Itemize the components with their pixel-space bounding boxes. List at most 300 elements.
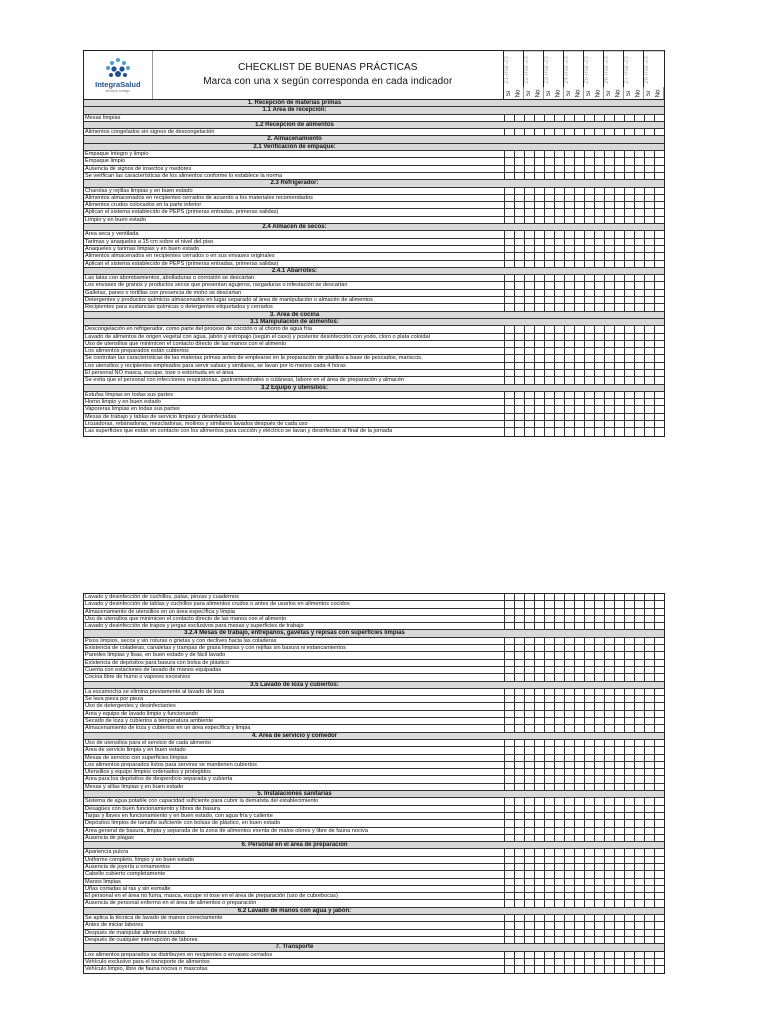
si-checkbox-cell[interactable] bbox=[564, 667, 574, 673]
no-checkbox-cell[interactable] bbox=[554, 959, 564, 965]
si-checkbox-cell[interactable] bbox=[524, 667, 534, 673]
no-checkbox-cell[interactable] bbox=[634, 428, 644, 435]
si-checkbox-cell[interactable] bbox=[564, 813, 574, 819]
no-checkbox-cell[interactable] bbox=[634, 937, 644, 943]
si-checkbox-cell[interactable] bbox=[504, 246, 514, 252]
si-checkbox-cell[interactable] bbox=[644, 893, 654, 899]
si-checkbox-cell[interactable] bbox=[604, 769, 614, 775]
no-checkbox-cell[interactable] bbox=[594, 290, 604, 296]
si-checkbox-cell[interactable] bbox=[504, 261, 514, 267]
no-checkbox-cell[interactable] bbox=[514, 776, 524, 782]
si-checkbox-cell[interactable] bbox=[604, 261, 614, 267]
no-checkbox-cell[interactable] bbox=[574, 428, 584, 435]
si-checkbox-cell[interactable] bbox=[604, 674, 614, 680]
si-checkbox-cell[interactable] bbox=[544, 231, 554, 237]
si-checkbox-cell[interactable] bbox=[584, 348, 594, 354]
no-checkbox-cell[interactable] bbox=[534, 784, 544, 790]
no-checkbox-cell[interactable] bbox=[594, 217, 604, 223]
no-checkbox-cell[interactable] bbox=[594, 652, 604, 658]
si-checkbox-cell[interactable] bbox=[644, 355, 654, 361]
no-checkbox-cell[interactable] bbox=[654, 835, 664, 841]
si-checkbox-cell[interactable] bbox=[644, 718, 654, 724]
si-checkbox-cell[interactable] bbox=[564, 718, 574, 724]
no-checkbox-cell[interactable] bbox=[514, 421, 524, 427]
si-checkbox-cell[interactable] bbox=[604, 857, 614, 863]
no-checkbox-cell[interactable] bbox=[594, 922, 604, 928]
si-checkbox-cell[interactable] bbox=[624, 421, 634, 427]
si-checkbox-cell[interactable] bbox=[584, 370, 594, 376]
no-checkbox-cell[interactable] bbox=[634, 645, 644, 651]
no-checkbox-cell[interactable] bbox=[554, 638, 564, 644]
si-checkbox-cell[interactable] bbox=[524, 652, 534, 658]
si-checkbox-cell[interactable] bbox=[564, 784, 574, 790]
si-checkbox-cell[interactable] bbox=[524, 609, 534, 615]
si-checkbox-cell[interactable] bbox=[564, 209, 574, 215]
no-checkbox-cell[interactable] bbox=[554, 652, 564, 658]
si-checkbox-cell[interactable] bbox=[524, 363, 534, 369]
si-checkbox-cell[interactable] bbox=[524, 755, 534, 761]
si-checkbox-cell[interactable] bbox=[644, 689, 654, 695]
no-checkbox-cell[interactable] bbox=[654, 711, 664, 717]
si-checkbox-cell[interactable] bbox=[584, 421, 594, 427]
si-checkbox-cell[interactable] bbox=[644, 399, 654, 405]
si-checkbox-cell[interactable] bbox=[624, 217, 634, 223]
si-checkbox-cell[interactable] bbox=[644, 115, 654, 121]
si-checkbox-cell[interactable] bbox=[604, 937, 614, 943]
si-checkbox-cell[interactable] bbox=[544, 370, 554, 376]
si-checkbox-cell[interactable] bbox=[584, 290, 594, 296]
si-checkbox-cell[interactable] bbox=[644, 784, 654, 790]
no-checkbox-cell[interactable] bbox=[594, 871, 604, 877]
no-checkbox-cell[interactable] bbox=[594, 377, 604, 383]
no-checkbox-cell[interactable] bbox=[654, 166, 664, 172]
si-checkbox-cell[interactable] bbox=[624, 601, 634, 607]
si-checkbox-cell[interactable] bbox=[624, 253, 634, 259]
si-checkbox-cell[interactable] bbox=[604, 740, 614, 746]
si-checkbox-cell[interactable] bbox=[544, 261, 554, 267]
no-checkbox-cell[interactable] bbox=[594, 158, 604, 164]
no-checkbox-cell[interactable] bbox=[654, 689, 664, 695]
si-checkbox-cell[interactable] bbox=[564, 129, 574, 135]
no-checkbox-cell[interactable] bbox=[554, 820, 564, 826]
no-checkbox-cell[interactable] bbox=[514, 363, 524, 369]
no-checkbox-cell[interactable] bbox=[614, 740, 624, 746]
no-checkbox-cell[interactable] bbox=[614, 414, 624, 420]
no-checkbox-cell[interactable] bbox=[614, 660, 624, 666]
si-checkbox-cell[interactable] bbox=[604, 623, 614, 629]
si-checkbox-cell[interactable] bbox=[584, 769, 594, 775]
no-checkbox-cell[interactable] bbox=[534, 290, 544, 296]
no-checkbox-cell[interactable] bbox=[574, 689, 584, 695]
si-checkbox-cell[interactable] bbox=[504, 363, 514, 369]
no-checkbox-cell[interactable] bbox=[574, 871, 584, 877]
si-checkbox-cell[interactable] bbox=[624, 399, 634, 405]
si-checkbox-cell[interactable] bbox=[544, 900, 554, 906]
no-checkbox-cell[interactable] bbox=[594, 689, 604, 695]
no-checkbox-cell[interactable] bbox=[614, 623, 624, 629]
no-checkbox-cell[interactable] bbox=[654, 820, 664, 826]
si-checkbox-cell[interactable] bbox=[644, 762, 654, 768]
si-checkbox-cell[interactable] bbox=[544, 290, 554, 296]
no-checkbox-cell[interactable] bbox=[534, 166, 544, 172]
si-checkbox-cell[interactable] bbox=[604, 813, 614, 819]
si-checkbox-cell[interactable] bbox=[584, 377, 594, 383]
no-checkbox-cell[interactable] bbox=[614, 609, 624, 615]
si-checkbox-cell[interactable] bbox=[644, 616, 654, 622]
si-checkbox-cell[interactable] bbox=[544, 864, 554, 870]
si-checkbox-cell[interactable] bbox=[524, 645, 534, 651]
si-checkbox-cell[interactable] bbox=[544, 711, 554, 717]
no-checkbox-cell[interactable] bbox=[654, 115, 664, 121]
no-checkbox-cell[interactable] bbox=[614, 246, 624, 252]
si-checkbox-cell[interactable] bbox=[564, 428, 574, 435]
no-checkbox-cell[interactable] bbox=[614, 922, 624, 928]
no-checkbox-cell[interactable] bbox=[554, 173, 564, 179]
no-checkbox-cell[interactable] bbox=[534, 601, 544, 607]
no-checkbox-cell[interactable] bbox=[634, 290, 644, 296]
no-checkbox-cell[interactable] bbox=[534, 930, 544, 936]
si-checkbox-cell[interactable] bbox=[504, 667, 514, 673]
si-checkbox-cell[interactable] bbox=[544, 813, 554, 819]
si-checkbox-cell[interactable] bbox=[504, 798, 514, 804]
si-checkbox-cell[interactable] bbox=[544, 922, 554, 928]
si-checkbox-cell[interactable] bbox=[624, 674, 634, 680]
si-checkbox-cell[interactable] bbox=[604, 784, 614, 790]
no-checkbox-cell[interactable] bbox=[554, 755, 564, 761]
si-checkbox-cell[interactable] bbox=[604, 798, 614, 804]
si-checkbox-cell[interactable] bbox=[644, 849, 654, 855]
si-checkbox-cell[interactable] bbox=[604, 879, 614, 885]
no-checkbox-cell[interactable] bbox=[574, 609, 584, 615]
si-checkbox-cell[interactable] bbox=[624, 893, 634, 899]
no-checkbox-cell[interactable] bbox=[534, 966, 544, 973]
si-checkbox-cell[interactable] bbox=[544, 129, 554, 135]
si-checkbox-cell[interactable] bbox=[524, 922, 534, 928]
si-checkbox-cell[interactable] bbox=[584, 275, 594, 281]
no-checkbox-cell[interactable] bbox=[594, 355, 604, 361]
si-checkbox-cell[interactable] bbox=[584, 879, 594, 885]
si-checkbox-cell[interactable] bbox=[604, 428, 614, 435]
si-checkbox-cell[interactable] bbox=[644, 915, 654, 921]
no-checkbox-cell[interactable] bbox=[654, 930, 664, 936]
si-checkbox-cell[interactable] bbox=[524, 828, 534, 834]
no-checkbox-cell[interactable] bbox=[634, 718, 644, 724]
si-checkbox-cell[interactable] bbox=[504, 769, 514, 775]
no-checkbox-cell[interactable] bbox=[574, 623, 584, 629]
si-checkbox-cell[interactable] bbox=[604, 370, 614, 376]
si-checkbox-cell[interactable] bbox=[604, 414, 614, 420]
no-checkbox-cell[interactable] bbox=[574, 776, 584, 782]
si-checkbox-cell[interactable] bbox=[564, 594, 574, 600]
si-checkbox-cell[interactable] bbox=[504, 806, 514, 812]
si-checkbox-cell[interactable] bbox=[524, 769, 534, 775]
si-checkbox-cell[interactable] bbox=[604, 660, 614, 666]
no-checkbox-cell[interactable] bbox=[654, 158, 664, 164]
no-checkbox-cell[interactable] bbox=[634, 129, 644, 135]
no-checkbox-cell[interactable] bbox=[574, 820, 584, 826]
si-checkbox-cell[interactable] bbox=[504, 638, 514, 644]
no-checkbox-cell[interactable] bbox=[574, 282, 584, 288]
no-checkbox-cell[interactable] bbox=[514, 304, 524, 310]
si-checkbox-cell[interactable] bbox=[544, 762, 554, 768]
si-checkbox-cell[interactable] bbox=[544, 326, 554, 332]
no-checkbox-cell[interactable] bbox=[574, 725, 584, 731]
si-checkbox-cell[interactable] bbox=[644, 806, 654, 812]
no-checkbox-cell[interactable] bbox=[614, 762, 624, 768]
si-checkbox-cell[interactable] bbox=[544, 166, 554, 172]
si-checkbox-cell[interactable] bbox=[604, 886, 614, 892]
no-checkbox-cell[interactable] bbox=[634, 857, 644, 863]
no-checkbox-cell[interactable] bbox=[514, 959, 524, 965]
no-checkbox-cell[interactable] bbox=[614, 652, 624, 658]
si-checkbox-cell[interactable] bbox=[584, 166, 594, 172]
si-checkbox-cell[interactable] bbox=[544, 421, 554, 427]
si-checkbox-cell[interactable] bbox=[504, 304, 514, 310]
no-checkbox-cell[interactable] bbox=[614, 849, 624, 855]
no-checkbox-cell[interactable] bbox=[614, 952, 624, 958]
si-checkbox-cell[interactable] bbox=[584, 871, 594, 877]
si-checkbox-cell[interactable] bbox=[584, 151, 594, 157]
si-checkbox-cell[interactable] bbox=[504, 399, 514, 405]
si-checkbox-cell[interactable] bbox=[564, 231, 574, 237]
si-checkbox-cell[interactable] bbox=[524, 835, 534, 841]
si-checkbox-cell[interactable] bbox=[504, 937, 514, 943]
si-checkbox-cell[interactable] bbox=[504, 326, 514, 332]
si-checkbox-cell[interactable] bbox=[524, 660, 534, 666]
no-checkbox-cell[interactable] bbox=[554, 784, 564, 790]
no-checkbox-cell[interactable] bbox=[634, 667, 644, 673]
no-checkbox-cell[interactable] bbox=[654, 399, 664, 405]
si-checkbox-cell[interactable] bbox=[604, 711, 614, 717]
si-checkbox-cell[interactable] bbox=[564, 769, 574, 775]
no-checkbox-cell[interactable] bbox=[594, 151, 604, 157]
si-checkbox-cell[interactable] bbox=[604, 725, 614, 731]
si-checkbox-cell[interactable] bbox=[504, 784, 514, 790]
no-checkbox-cell[interactable] bbox=[594, 930, 604, 936]
no-checkbox-cell[interactable] bbox=[614, 915, 624, 921]
no-checkbox-cell[interactable] bbox=[514, 616, 524, 622]
si-checkbox-cell[interactable] bbox=[524, 421, 534, 427]
no-checkbox-cell[interactable] bbox=[654, 747, 664, 753]
no-checkbox-cell[interactable] bbox=[594, 348, 604, 354]
no-checkbox-cell[interactable] bbox=[554, 428, 564, 435]
si-checkbox-cell[interactable] bbox=[624, 392, 634, 398]
si-checkbox-cell[interactable] bbox=[564, 893, 574, 899]
no-checkbox-cell[interactable] bbox=[634, 652, 644, 658]
si-checkbox-cell[interactable] bbox=[584, 217, 594, 223]
no-checkbox-cell[interactable] bbox=[514, 922, 524, 928]
si-checkbox-cell[interactable] bbox=[504, 813, 514, 819]
si-checkbox-cell[interactable] bbox=[504, 406, 514, 412]
no-checkbox-cell[interactable] bbox=[614, 798, 624, 804]
si-checkbox-cell[interactable] bbox=[584, 740, 594, 746]
no-checkbox-cell[interactable] bbox=[574, 769, 584, 775]
no-checkbox-cell[interactable] bbox=[574, 798, 584, 804]
si-checkbox-cell[interactable] bbox=[584, 202, 594, 208]
no-checkbox-cell[interactable] bbox=[534, 275, 544, 281]
no-checkbox-cell[interactable] bbox=[534, 129, 544, 135]
si-checkbox-cell[interactable] bbox=[604, 421, 614, 427]
si-checkbox-cell[interactable] bbox=[544, 239, 554, 245]
no-checkbox-cell[interactable] bbox=[594, 616, 604, 622]
si-checkbox-cell[interactable] bbox=[604, 217, 614, 223]
si-checkbox-cell[interactable] bbox=[604, 158, 614, 164]
si-checkbox-cell[interactable] bbox=[544, 355, 554, 361]
no-checkbox-cell[interactable] bbox=[654, 334, 664, 340]
si-checkbox-cell[interactable] bbox=[644, 348, 654, 354]
no-checkbox-cell[interactable] bbox=[574, 129, 584, 135]
no-checkbox-cell[interactable] bbox=[514, 871, 524, 877]
si-checkbox-cell[interactable] bbox=[504, 334, 514, 340]
no-checkbox-cell[interactable] bbox=[654, 857, 664, 863]
si-checkbox-cell[interactable] bbox=[644, 740, 654, 746]
no-checkbox-cell[interactable] bbox=[654, 725, 664, 731]
si-checkbox-cell[interactable] bbox=[624, 129, 634, 135]
si-checkbox-cell[interactable] bbox=[524, 813, 534, 819]
no-checkbox-cell[interactable] bbox=[514, 703, 524, 709]
no-checkbox-cell[interactable] bbox=[574, 893, 584, 899]
no-checkbox-cell[interactable] bbox=[574, 231, 584, 237]
no-checkbox-cell[interactable] bbox=[614, 703, 624, 709]
no-checkbox-cell[interactable] bbox=[514, 246, 524, 252]
no-checkbox-cell[interactable] bbox=[554, 725, 564, 731]
si-checkbox-cell[interactable] bbox=[504, 652, 514, 658]
si-checkbox-cell[interactable] bbox=[564, 326, 574, 332]
si-checkbox-cell[interactable] bbox=[584, 660, 594, 666]
si-checkbox-cell[interactable] bbox=[544, 689, 554, 695]
no-checkbox-cell[interactable] bbox=[554, 282, 564, 288]
no-checkbox-cell[interactable] bbox=[514, 392, 524, 398]
si-checkbox-cell[interactable] bbox=[644, 820, 654, 826]
no-checkbox-cell[interactable] bbox=[634, 900, 644, 906]
si-checkbox-cell[interactable] bbox=[564, 399, 574, 405]
si-checkbox-cell[interactable] bbox=[584, 326, 594, 332]
si-checkbox-cell[interactable] bbox=[624, 623, 634, 629]
si-checkbox-cell[interactable] bbox=[564, 297, 574, 303]
no-checkbox-cell[interactable] bbox=[554, 202, 564, 208]
si-checkbox-cell[interactable] bbox=[584, 158, 594, 164]
no-checkbox-cell[interactable] bbox=[554, 188, 564, 194]
si-checkbox-cell[interactable] bbox=[564, 202, 574, 208]
no-checkbox-cell[interactable] bbox=[634, 755, 644, 761]
no-checkbox-cell[interactable] bbox=[514, 879, 524, 885]
si-checkbox-cell[interactable] bbox=[644, 246, 654, 252]
si-checkbox-cell[interactable] bbox=[524, 718, 534, 724]
no-checkbox-cell[interactable] bbox=[514, 747, 524, 753]
si-checkbox-cell[interactable] bbox=[644, 129, 654, 135]
si-checkbox-cell[interactable] bbox=[644, 857, 654, 863]
no-checkbox-cell[interactable] bbox=[654, 616, 664, 622]
no-checkbox-cell[interactable] bbox=[654, 609, 664, 615]
no-checkbox-cell[interactable] bbox=[634, 893, 644, 899]
no-checkbox-cell[interactable] bbox=[554, 261, 564, 267]
no-checkbox-cell[interactable] bbox=[534, 703, 544, 709]
si-checkbox-cell[interactable] bbox=[524, 784, 534, 790]
si-checkbox-cell[interactable] bbox=[524, 202, 534, 208]
si-checkbox-cell[interactable] bbox=[504, 820, 514, 826]
si-checkbox-cell[interactable] bbox=[624, 652, 634, 658]
no-checkbox-cell[interactable] bbox=[574, 762, 584, 768]
no-checkbox-cell[interactable] bbox=[594, 623, 604, 629]
si-checkbox-cell[interactable] bbox=[604, 334, 614, 340]
si-checkbox-cell[interactable] bbox=[524, 290, 534, 296]
no-checkbox-cell[interactable] bbox=[614, 806, 624, 812]
si-checkbox-cell[interactable] bbox=[524, 115, 534, 121]
si-checkbox-cell[interactable] bbox=[584, 900, 594, 906]
no-checkbox-cell[interactable] bbox=[634, 217, 644, 223]
no-checkbox-cell[interactable] bbox=[554, 645, 564, 651]
no-checkbox-cell[interactable] bbox=[514, 784, 524, 790]
si-checkbox-cell[interactable] bbox=[524, 776, 534, 782]
si-checkbox-cell[interactable] bbox=[544, 886, 554, 892]
si-checkbox-cell[interactable] bbox=[624, 609, 634, 615]
si-checkbox-cell[interactable] bbox=[644, 645, 654, 651]
no-checkbox-cell[interactable] bbox=[614, 275, 624, 281]
si-checkbox-cell[interactable] bbox=[564, 762, 574, 768]
no-checkbox-cell[interactable] bbox=[574, 202, 584, 208]
si-checkbox-cell[interactable] bbox=[544, 769, 554, 775]
si-checkbox-cell[interactable] bbox=[544, 857, 554, 863]
si-checkbox-cell[interactable] bbox=[564, 930, 574, 936]
no-checkbox-cell[interactable] bbox=[594, 937, 604, 943]
no-checkbox-cell[interactable] bbox=[614, 900, 624, 906]
no-checkbox-cell[interactable] bbox=[554, 776, 564, 782]
si-checkbox-cell[interactable] bbox=[504, 849, 514, 855]
si-checkbox-cell[interactable] bbox=[584, 828, 594, 834]
no-checkbox-cell[interactable] bbox=[634, 158, 644, 164]
si-checkbox-cell[interactable] bbox=[584, 616, 594, 622]
si-checkbox-cell[interactable] bbox=[584, 747, 594, 753]
si-checkbox-cell[interactable] bbox=[584, 849, 594, 855]
no-checkbox-cell[interactable] bbox=[594, 601, 604, 607]
si-checkbox-cell[interactable] bbox=[604, 115, 614, 121]
si-checkbox-cell[interactable] bbox=[644, 711, 654, 717]
no-checkbox-cell[interactable] bbox=[614, 158, 624, 164]
no-checkbox-cell[interactable] bbox=[514, 188, 524, 194]
si-checkbox-cell[interactable] bbox=[604, 275, 614, 281]
no-checkbox-cell[interactable] bbox=[614, 151, 624, 157]
no-checkbox-cell[interactable] bbox=[554, 275, 564, 281]
no-checkbox-cell[interactable] bbox=[574, 348, 584, 354]
no-checkbox-cell[interactable] bbox=[534, 253, 544, 259]
no-checkbox-cell[interactable] bbox=[594, 129, 604, 135]
no-checkbox-cell[interactable] bbox=[634, 966, 644, 973]
si-checkbox-cell[interactable] bbox=[644, 776, 654, 782]
no-checkbox-cell[interactable] bbox=[554, 718, 564, 724]
si-checkbox-cell[interactable] bbox=[544, 348, 554, 354]
si-checkbox-cell[interactable] bbox=[604, 652, 614, 658]
si-checkbox-cell[interactable] bbox=[584, 239, 594, 245]
no-checkbox-cell[interactable] bbox=[594, 674, 604, 680]
no-checkbox-cell[interactable] bbox=[594, 370, 604, 376]
si-checkbox-cell[interactable] bbox=[644, 290, 654, 296]
si-checkbox-cell[interactable] bbox=[624, 151, 634, 157]
no-checkbox-cell[interactable] bbox=[554, 798, 564, 804]
si-checkbox-cell[interactable] bbox=[584, 798, 594, 804]
si-checkbox-cell[interactable] bbox=[524, 966, 534, 973]
no-checkbox-cell[interactable] bbox=[554, 740, 564, 746]
no-checkbox-cell[interactable] bbox=[514, 740, 524, 746]
no-checkbox-cell[interactable] bbox=[654, 813, 664, 819]
si-checkbox-cell[interactable] bbox=[564, 406, 574, 412]
si-checkbox-cell[interactable] bbox=[604, 601, 614, 607]
si-checkbox-cell[interactable] bbox=[504, 290, 514, 296]
si-checkbox-cell[interactable] bbox=[524, 725, 534, 731]
no-checkbox-cell[interactable] bbox=[614, 638, 624, 644]
no-checkbox-cell[interactable] bbox=[514, 195, 524, 201]
no-checkbox-cell[interactable] bbox=[534, 334, 544, 340]
no-checkbox-cell[interactable] bbox=[634, 703, 644, 709]
